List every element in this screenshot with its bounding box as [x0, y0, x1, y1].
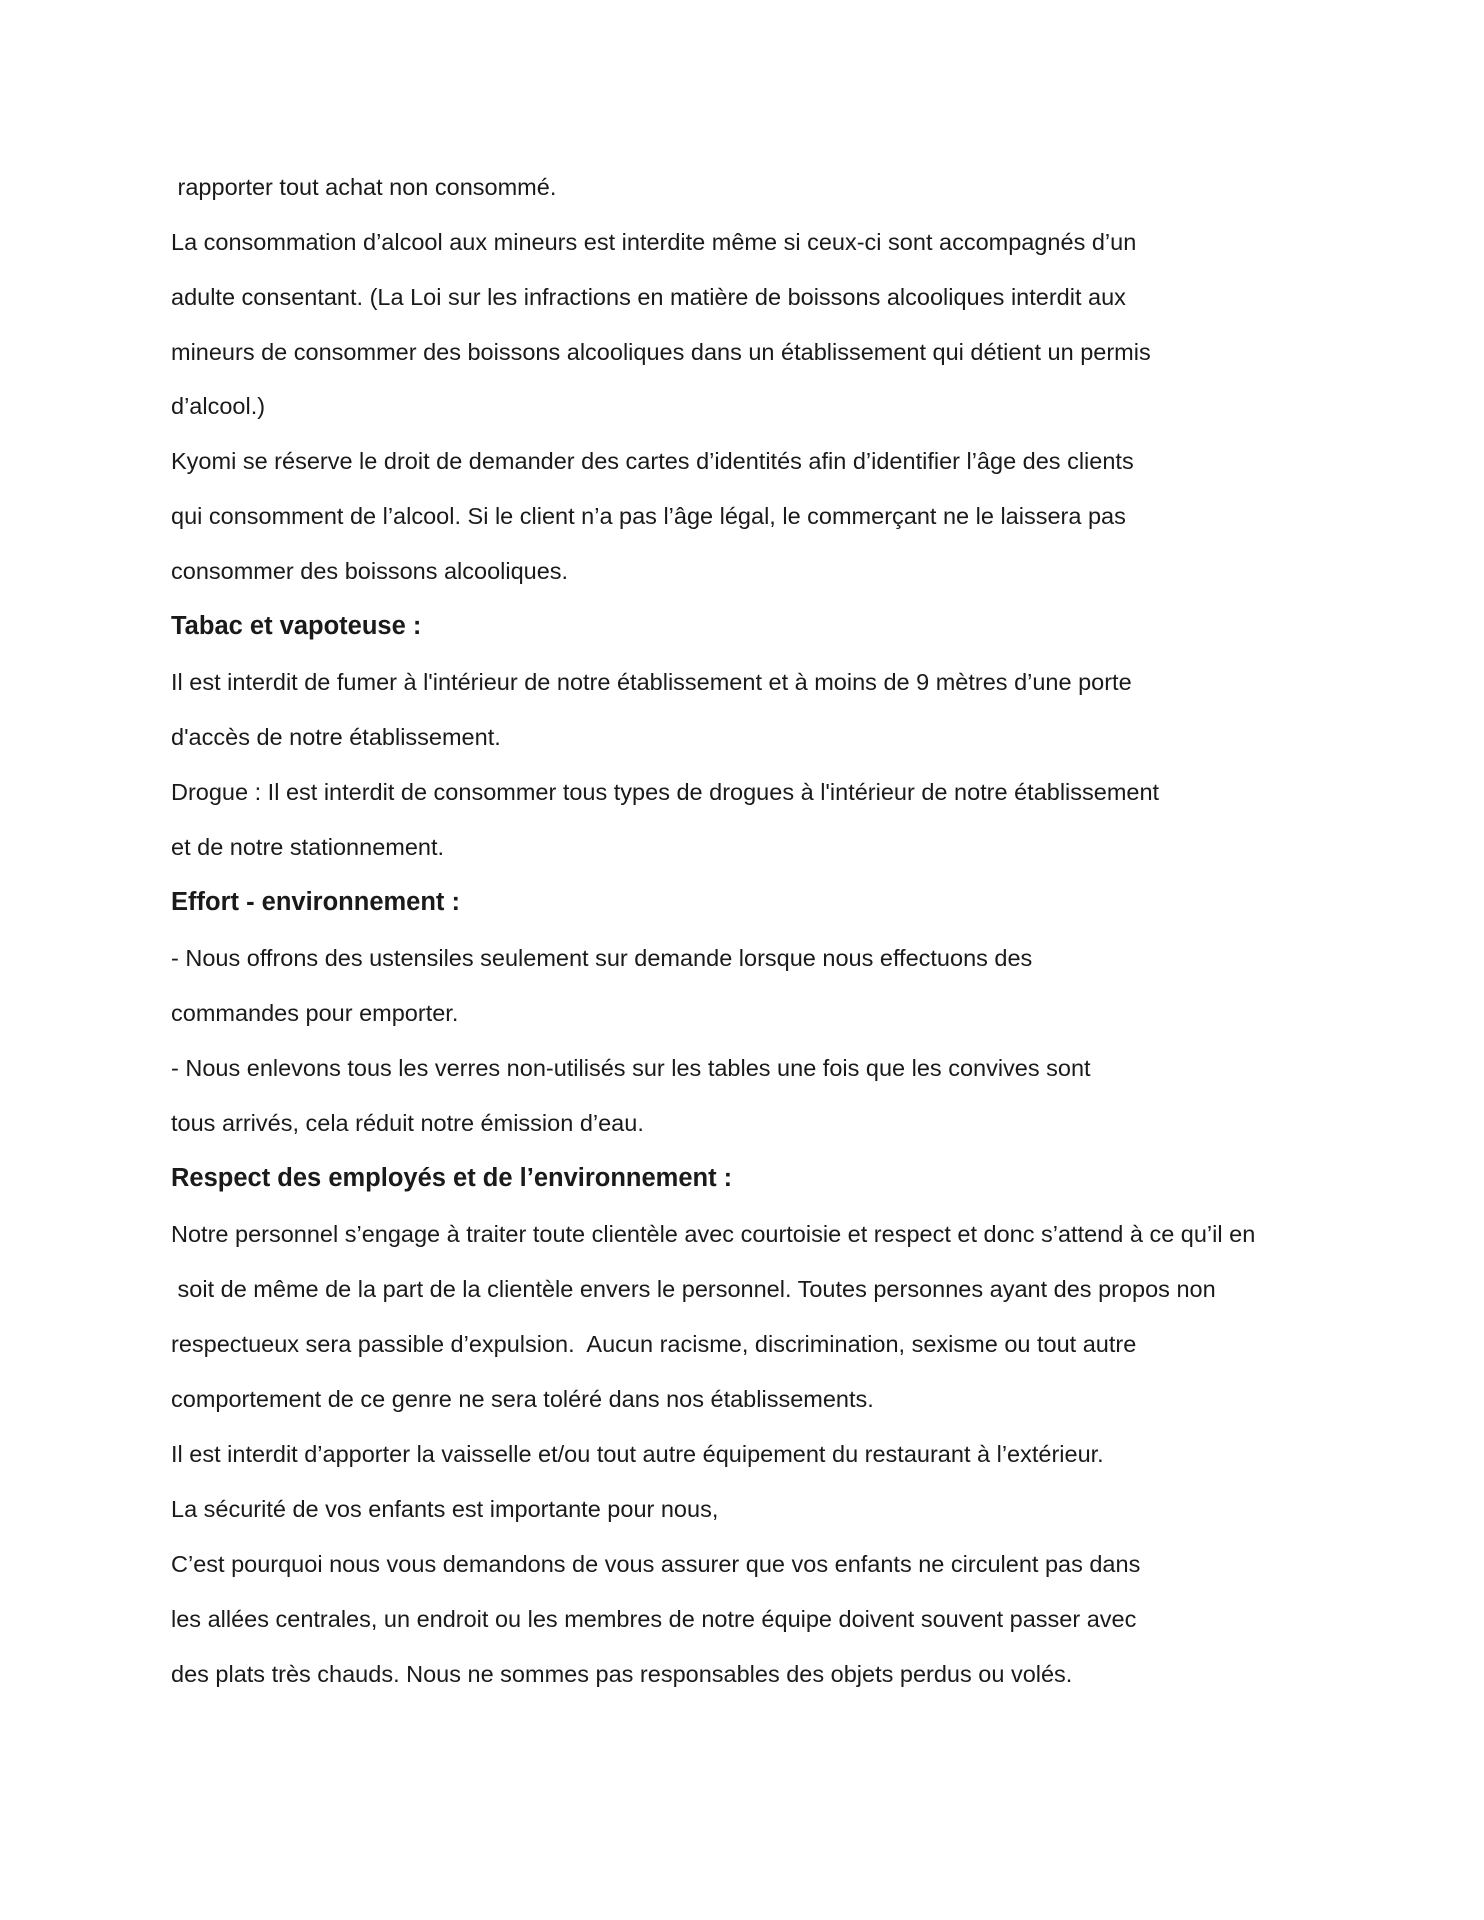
text-line: La sécurité de vos enfants est importante pour nous, [171, 1496, 719, 1522]
text-line: qui consomment de l’alcool. Si le client n’a pas l’âge légal, le commerçant ne le laissera pas [171, 503, 1126, 529]
text-line: - Nous enlevons tous les verres non-utilisés sur les tables une fois que les convives sont [171, 1055, 1091, 1081]
text-line: Drogue : Il est interdit de consommer tous types de drogues à l'intérieur de notre établissement [171, 779, 1160, 805]
text-line: d'accès de notre établissement. [171, 724, 501, 750]
text-line: respectueux sera passible d’expulsion. Aucun racisme, discrimination, sexisme ou tout autre [171, 1331, 1137, 1357]
text-line: tous arrivés, cela réduit notre émission d’eau. [171, 1110, 644, 1136]
text-line: soit de même de la part de la clientèle envers le personnel. Toutes personnes ayant des propos non [171, 1276, 1216, 1302]
section-heading-tabac: Tabac et vapoteuse : [171, 612, 422, 640]
text-line: Kyomi se réserve le droit de demander des cartes d’identités afin d’identifier l’âge des clients [171, 448, 1134, 474]
text-line: - Nous offrons des ustensiles seulement sur demande lorsque nous effectuons des [171, 945, 1033, 971]
text-line: rapporter tout achat non consommé. [171, 174, 557, 200]
text-line: La consommation d’alcool aux mineurs est interdite même si ceux-ci sont accompagnés d’un [171, 229, 1137, 255]
text-line: mineurs de consommer des boissons alcooliques dans un établissement qui détient un permis [171, 339, 1151, 365]
text-line: Il est interdit de fumer à l'intérieur de notre établissement et à moins de 9 mètres d’une porte [171, 669, 1132, 695]
text-line: commandes pour emporter. [171, 1000, 459, 1026]
text-line: comportement de ce genre ne sera toléré dans nos établissements. [171, 1386, 874, 1412]
section-heading-respect: Respect des employés et de l’environnement : [171, 1164, 733, 1192]
text-line: C’est pourquoi nous vous demandons de vous assurer que vos enfants ne circulent pas dans [171, 1551, 1141, 1577]
text-line: et de notre stationnement. [171, 834, 445, 860]
text-line: adulte consentant. (La Loi sur les infractions en matière de boissons alcooliques interdit aux [171, 284, 1126, 310]
text-line: les allées centrales, un endroit ou les membres de notre équipe doivent souvent passer avec [171, 1606, 1137, 1632]
text-line: d’alcool.) [171, 393, 266, 419]
text-line: des plats très chauds. Nous ne sommes pas responsables des objets perdus ou volés. [171, 1661, 1073, 1687]
text-line: Il est interdit d’apporter la vaisselle et/ou tout autre équipement du restaurant à l’extérieur. [171, 1441, 1104, 1467]
section-heading-effort: Effort - environnement : [171, 888, 461, 916]
text-line: Notre personnel s’engage à traiter toute clientèle avec courtoisie et respect et donc s’attend à ce qu’il en [171, 1221, 1256, 1247]
text-line: consommer des boissons alcooliques. [171, 558, 569, 584]
